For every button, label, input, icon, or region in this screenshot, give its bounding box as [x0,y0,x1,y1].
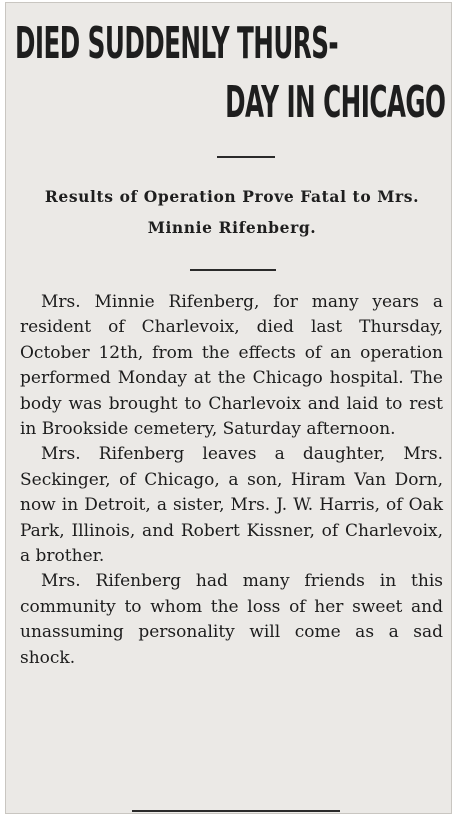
divider-rule-middle [190,269,276,271]
subheadline: Results of Operation Prove Fatal to Mrs. Minnie Rifenberg. [44,187,420,237]
article-body [20,290,443,671]
newspaper-clipping [5,2,452,814]
headline-line-1: DIED SUDDENLY THURS- [15,18,339,69]
article-paragraph-1: Mrs. Minnie Rifenberg, for many years a resident of Charlevoix, died last Thursday, October 12th, from the effects of an operation performed Monday at the Chicago hospital. The body was brought to Charlevoix and laid to rest in Brookside cemetery, Saturday afternoon. [20,292,443,440]
article-paragraph-3: Mrs. Rifenberg had many friends in this community to whom the loss of her sweet and unassuming personality will come as a sad shock. [20,571,443,668]
article-paragraph-2: Mrs. Rifenberg leaves a daughter, Mrs. Seckinger, of Chicago, a son, Hiram Van Dorn, now in Detroit, a sister, Mrs. J. W. Harris, of Oak Park, Illinois, and Robert Kissner, of Charlevoix, a brother. [20,444,443,567]
divider-rule-top [217,156,275,158]
headline-line-2: DAY IN CHICAGO [224,77,445,128]
divider-rule-bottom [132,810,340,812]
